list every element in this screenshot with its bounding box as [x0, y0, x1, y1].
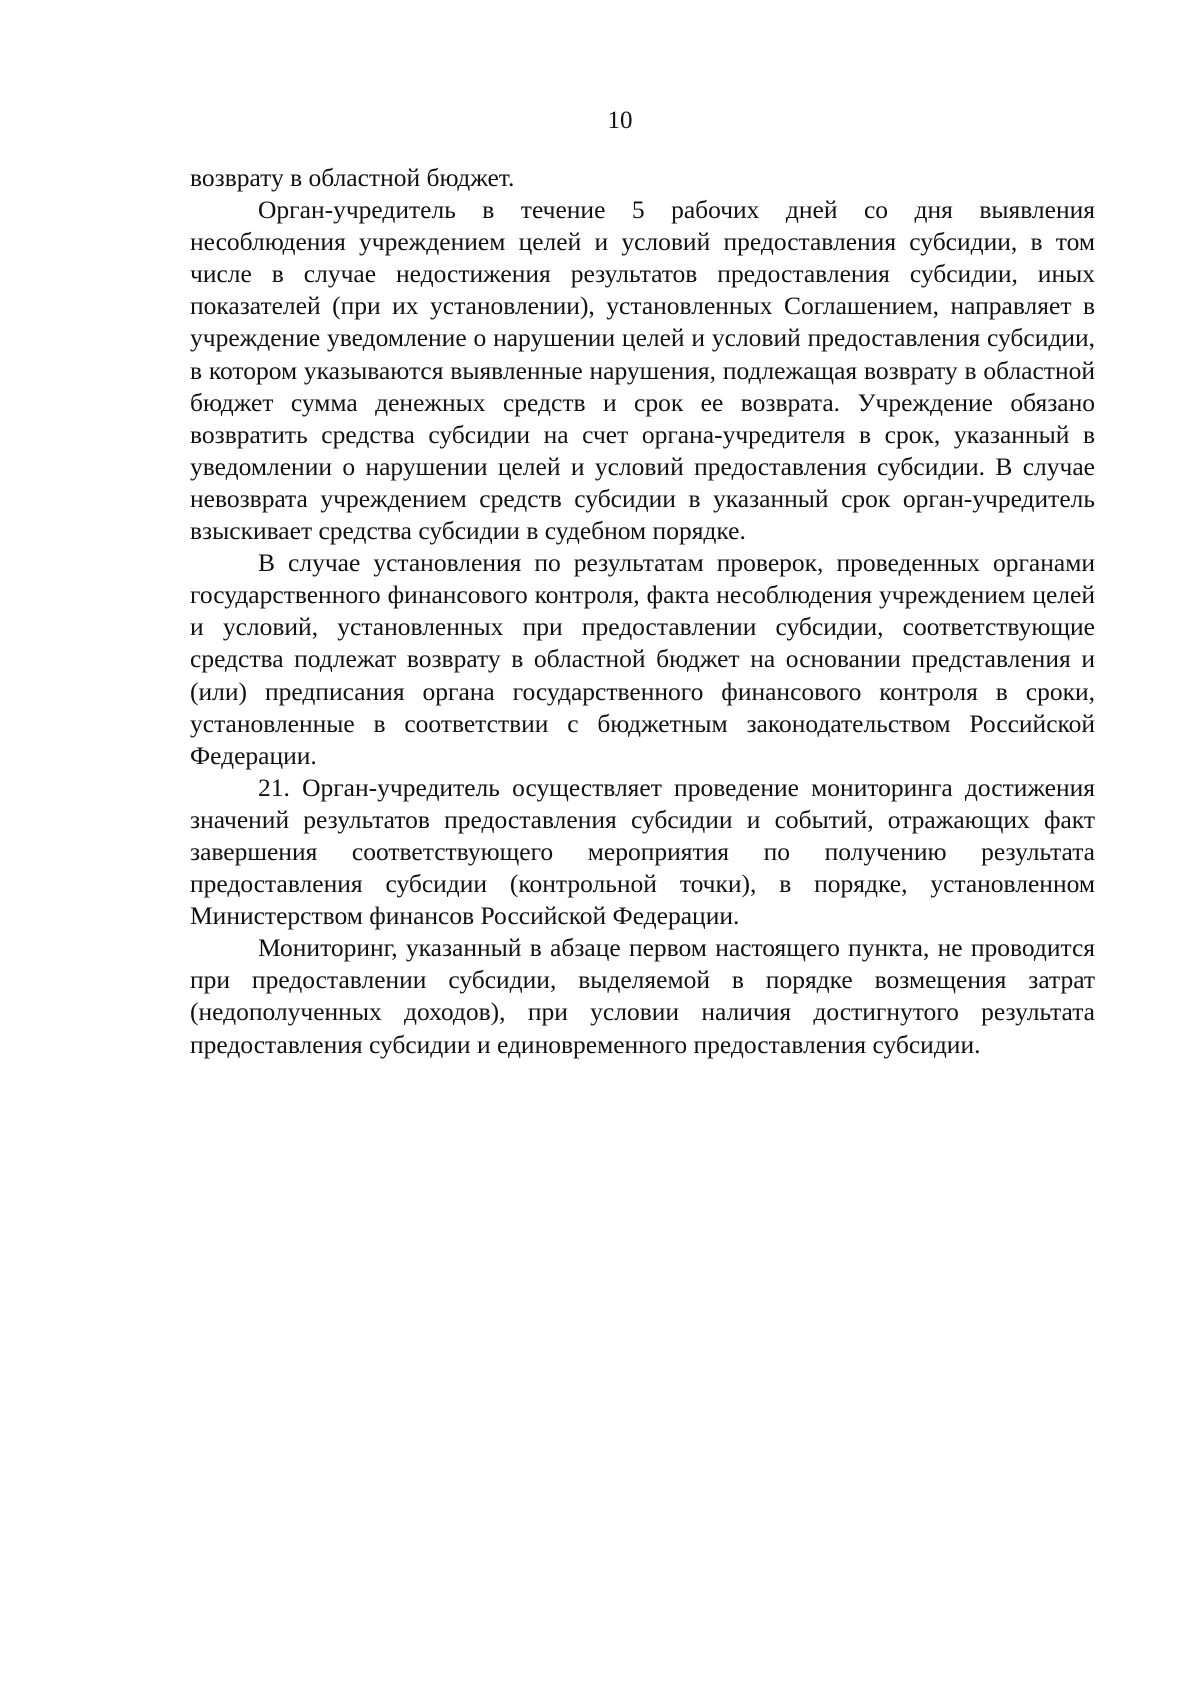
paragraph-financial-control: В случае установления по результатам проверок, проведенных органами государственного финансового контроля, факта несоблюдения учреждением целей и условий, установленных при предоставлении субсидии, соответствующие средства подлежат возврату в областной бюджет на основании представления и (или) предписания органа государственного финансового контроля в сроки, установленные в соответствии с бюджетным законодательством Российской Федерации. [190, 548, 1095, 770]
paragraph-continuation: возврату в областной бюджет. [190, 163, 515, 192]
paragraph-monitoring-exception: Мониторинг, указанный в абзаце первом настоящего пункта, не проводится при предоставлении субсидии, выделяемой в порядке возмещения затрат (недополученных доходов), при условии наличия достигнутого результата предоставления субсидии и единовременного предоставления субсидии. [190, 933, 1095, 1059]
page-number: 10 [607, 107, 633, 134]
document-body [190, 162, 1095, 1061]
paragraph-notification-procedure: Орган-учредитель в течение 5 рабочих дней со дня выявления несоблюдения учреждением целей и условий предоставления субсидии, в том числе в случае недостижения результатов предоставления субсидии, иных показателей (при их установлении), установленных Соглашением, направляет в учреждение уведомление о нарушении целей и условий предоставления субсидии, в котором указываются выявленные нарушения, подлежащая возврату в областной бюджет сумма денежных средств и срок ее возврата. Учреждение обязано возвратить средства субсидии на счет органа-учредителя в срок, указанный в уведомлении о нарушении целей и условий предоставления субсидии. В случае невозврата учреждением средств субсидии в указанный срок орган-учредитель взыскивает средства субсидии в судебном порядке. [190, 195, 1095, 546]
paragraph-item-21-monitoring: 21. Орган-учредитель осуществляет проведение мониторинга достижения значений результатов предоставления субсидии и событий, отражающих факт завершения соответствующего мероприятия по получению результата предоставления субсидии (контрольной точки), в порядке, установленном Министерством финансов Российской Федерации. [190, 772, 1095, 931]
